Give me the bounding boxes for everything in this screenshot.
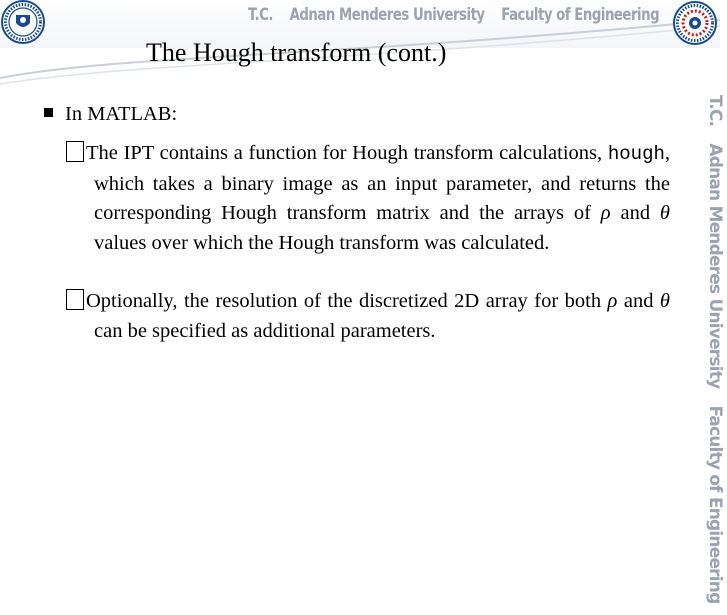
bullet-item [44,103,177,126]
square-bullet-icon [44,108,53,117]
rho-symbol: ρ [600,202,611,224]
sub-bullet-2 [86,287,670,346]
header-university: Adnan Menderes University [289,5,485,25]
slide-title: The Hough transform (cont.) [146,38,447,67]
header-text [248,5,660,29]
header-faculty: Faculty of Engineering [501,5,660,25]
side-faculty: Faculty of Engineering [705,405,725,604]
para1-pre: The IPT contains a function for Hough transform calculations, [86,142,608,164]
side-institution: T.C. [705,95,725,127]
bullet-text: In MATLAB: [65,103,178,125]
rho-symbol: ρ [607,290,618,312]
para2-post: can be specified as additional parameters. [94,319,436,342]
empty-box-icon [66,141,84,162]
header-institution: T.C. [248,5,273,25]
para1-mid1: , which takes a binary image as an input parameter, and returns the corresponding Hough transform matrix and the arrays of [94,142,670,224]
theta-symbol: θ [659,202,670,224]
side-university: Adnan Menderes University [705,143,725,389]
para2-pre: Optionally, the resolution of the discretized 2D array for both [86,290,608,312]
code-hough: hough [607,143,665,165]
para1-mid2: and [610,202,660,224]
university-seal-icon [673,1,717,45]
theta-symbol: θ [659,290,670,312]
university-seal-icon [1,0,45,44]
para1-post: values over which the Hough transform was calculated. [94,231,550,254]
sub-bullet-1 [86,139,670,258]
empty-box-icon [66,289,84,310]
side-banner [699,95,727,604]
para2-mid: and [617,290,660,312]
